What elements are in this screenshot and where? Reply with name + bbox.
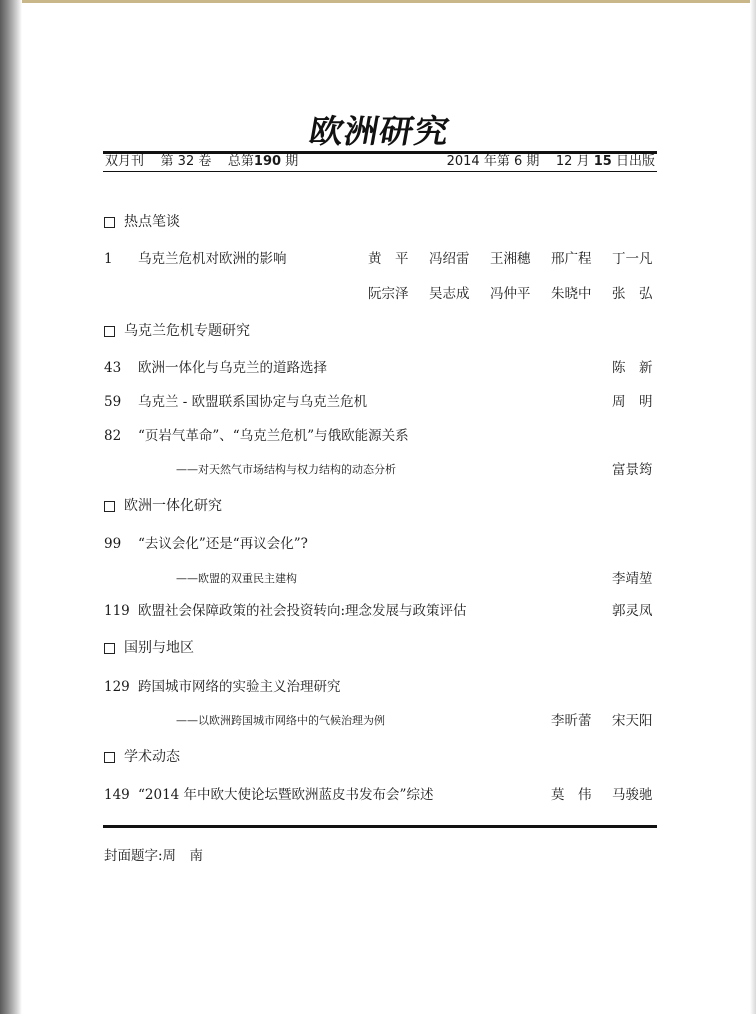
section-heading [104, 320, 250, 342]
section-label: 乌克兰危机专题研究 [124, 323, 250, 339]
entry-page-number: 1 [104, 251, 113, 267]
checkbox-square-icon [104, 217, 115, 228]
checkbox-square-icon [104, 752, 115, 763]
page-right-shadow [750, 0, 756, 1014]
entry-title: 乌克兰危机对欧洲的影响 [138, 251, 287, 267]
entry-author: 马骏驰 [612, 787, 653, 803]
header-rule-thin [103, 171, 657, 172]
checkbox-square-icon [104, 326, 115, 337]
entry-page-number: 59 [104, 394, 122, 410]
issue-volume: 第 32 卷 [160, 154, 212, 169]
issue-info-right [447, 153, 655, 171]
entry-title: “去议会化”还是“再议会化”? [138, 536, 308, 552]
entry-author: 冯仲平 [490, 286, 531, 302]
entry-author: 张 弘 [612, 286, 653, 302]
section-heading [104, 637, 194, 659]
entry-author: 王湘穗 [490, 251, 531, 267]
entry-author: 朱晓中 [551, 286, 592, 302]
issue-total-prefix: 总第 [227, 154, 254, 169]
section-heading [104, 495, 222, 517]
entry-title: “页岩气革命”、“乌克兰危机”与俄欧能源关系 [138, 428, 409, 444]
entry-author: 宋天阳 [612, 713, 653, 729]
footer-rule [103, 825, 657, 828]
issue-info-left [105, 153, 298, 171]
entry-title: 欧盟社会保障政策的社会投资转向:理念发展与政策评估 [138, 603, 467, 619]
entry-author: 富景筠 [612, 462, 653, 478]
entry-page-number: 119 [104, 603, 130, 619]
toc-entry[interactable] [104, 533, 657, 555]
entry-author: 陈 新 [612, 360, 653, 376]
entry-page-number: 129 [104, 679, 130, 695]
issue-date-suffix: 日出版 [615, 154, 655, 169]
section-label: 欧洲一体化研究 [124, 498, 222, 514]
entry-author: 周 明 [612, 394, 653, 410]
page-left-shadow [0, 0, 22, 1014]
entry-page-number: 149 [104, 787, 130, 803]
issue-year: 2014 [446, 154, 480, 169]
entry-author: 李靖堃 [612, 571, 653, 587]
entry-author: 李昕蕾 [551, 713, 592, 729]
checkbox-square-icon [104, 643, 115, 654]
journal-masthead [300, 106, 460, 150]
section-label: 国别与地区 [124, 640, 194, 656]
cover-calligraphy-credit: 封面题字:周 南 [104, 848, 204, 864]
toc-entry-authors-continued [104, 283, 657, 305]
entry-title: 跨国城市网络的实验主义治理研究 [138, 679, 341, 695]
section-label: 学术动态 [124, 749, 180, 765]
section-label: 热点笔谈 [124, 214, 180, 230]
entry-author: 莫 伟 [551, 787, 592, 803]
entry-title: 欧洲一体化与乌克兰的道路选择 [138, 360, 327, 376]
entry-subtitle: ——以欧洲跨国城市网络中的气候治理为例 [176, 714, 385, 727]
toc-entry[interactable] [104, 784, 657, 806]
entry-page-number: 99 [104, 536, 122, 552]
toc-entry[interactable] [104, 391, 657, 413]
entry-subtitle: ——对天然气市场结构与权力结构的动态分析 [176, 463, 396, 476]
journal-title: 欧洲研究 [306, 112, 453, 151]
entry-author: 郭灵凤 [612, 603, 653, 619]
entry-page-number: 82 [104, 428, 122, 444]
issue-total-suffix: 期 [285, 154, 299, 169]
entry-page-number: 43 [104, 360, 122, 376]
checkbox-square-icon [104, 501, 115, 512]
toc-entry[interactable] [104, 248, 657, 270]
issue-info-line [103, 153, 657, 171]
toc-entry[interactable] [104, 425, 657, 447]
entry-author: 冯绍雷 [429, 251, 470, 267]
toc-entry[interactable] [104, 600, 657, 622]
page-top-border [0, 0, 756, 3]
toc-entry-author-row [104, 459, 657, 481]
entry-subtitle: ——欧盟的双重民主建构 [176, 572, 297, 585]
section-heading [104, 211, 180, 233]
toc-entry-author-row [104, 568, 657, 590]
issue-frequency: 双月刊 [105, 154, 145, 169]
entry-author: 黄 平 [368, 251, 409, 267]
section-heading [104, 746, 180, 768]
entry-title: “2014 年中欧大使论坛暨欧洲蓝皮书发布会”综述 [138, 787, 434, 803]
issue-day: 15 [593, 154, 612, 169]
entry-author: 吴志成 [429, 286, 470, 302]
issue-total-number: 190 [253, 154, 282, 169]
entry-author: 阮宗泽 [368, 286, 409, 302]
entry-author: 邢广程 [551, 251, 592, 267]
toc-entry[interactable] [104, 676, 657, 698]
issue-month: 12 [555, 154, 573, 169]
toc-entry-author-row [104, 710, 657, 732]
entry-author: 丁一凡 [612, 251, 653, 267]
issue-date-mid: 月 [576, 154, 590, 169]
toc-entry[interactable] [104, 357, 657, 379]
entry-title: 乌克兰 - 欧盟联系国协定与乌克兰危机 [138, 394, 368, 410]
issue-year-issue: 年第 6 期 [483, 154, 540, 169]
